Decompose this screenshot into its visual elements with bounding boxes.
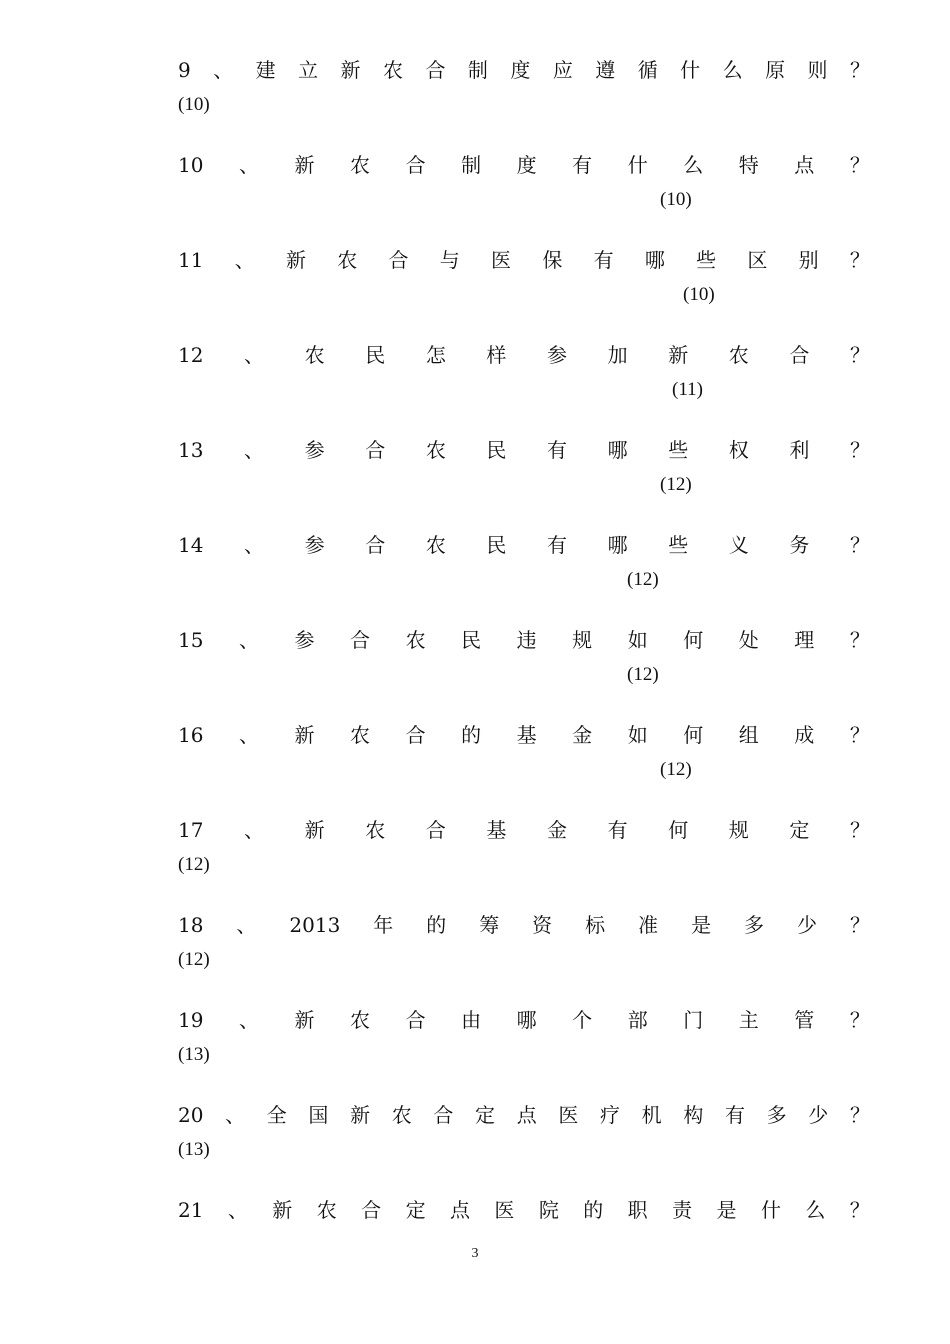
- toc-entry-char: 新: [294, 723, 315, 747]
- toc-entry-char: 农: [316, 1198, 337, 1222]
- toc-entry-char: 、: [234, 248, 255, 272]
- toc-entry-char: 新: [340, 58, 361, 82]
- toc-entry-number: 20: [178, 1103, 204, 1127]
- toc-entry-char: 农: [391, 1103, 412, 1127]
- toc-entry-char: 、: [238, 153, 259, 177]
- toc-entry-char: 、: [238, 1008, 259, 1032]
- toc-entry-title: [178, 340, 870, 370]
- toc-entry-char: 循: [637, 58, 658, 82]
- toc-entry-char: 年: [373, 913, 394, 937]
- toc-entry-char: ？: [849, 58, 870, 82]
- toc-entry-char: 点: [794, 153, 815, 177]
- toc-entry-char: 什: [760, 1198, 781, 1222]
- toc-entry-char: 有: [593, 248, 614, 272]
- toc-entry: [178, 625, 870, 685]
- toc-entry-char: ？: [849, 1103, 870, 1127]
- toc-entry-char: 基: [486, 818, 507, 842]
- toc-entry-char: 度: [516, 153, 537, 177]
- toc-entry-char: 责: [672, 1198, 693, 1222]
- toc-entry-char: 参: [547, 343, 568, 367]
- toc-entry-char: 违: [516, 628, 537, 652]
- toc-entry-char: 哪: [607, 438, 628, 462]
- toc-entry-char: 何: [683, 628, 704, 652]
- toc-entry-char: 民: [365, 343, 386, 367]
- toc-entry-char: 加: [607, 343, 628, 367]
- toc-entry-char: 合: [425, 818, 446, 842]
- toc-entry-char: 疗: [600, 1103, 621, 1127]
- toc-entry-char: ？: [849, 913, 870, 937]
- toc-entry-char: 应: [552, 58, 573, 82]
- toc-entry-title: [178, 530, 870, 560]
- toc-entry-char: 什: [627, 153, 648, 177]
- toc-entry-char: 点: [449, 1198, 470, 1222]
- toc-entry-char: 定: [789, 818, 810, 842]
- toc-entry-char: 什: [680, 58, 701, 82]
- toc-entry-char: 农: [350, 723, 371, 747]
- toc-entry-number: 12: [178, 343, 204, 367]
- toc-entry-page: (13): [178, 1044, 210, 1065]
- toc-entry: [178, 435, 870, 495]
- toc-entry-char: 院: [538, 1198, 559, 1222]
- toc-entry-char: 合: [388, 248, 409, 272]
- toc-entry-char: 、: [227, 1198, 248, 1222]
- toc-entry-char: 建: [255, 58, 276, 82]
- toc-entry-char: 权: [728, 438, 749, 462]
- toc-entry-char: 有: [607, 818, 628, 842]
- toc-entry-title: [178, 55, 870, 85]
- toc-entry-char: 定: [475, 1103, 496, 1127]
- toc-entry-page: (10): [660, 189, 692, 210]
- toc-entry-char: 特: [738, 153, 759, 177]
- toc-entry-char: 2013: [289, 913, 341, 937]
- toc-entry: [178, 55, 870, 115]
- toc-entry-char: 医: [558, 1103, 579, 1127]
- toc-entry-char: 农: [383, 58, 403, 82]
- toc-entry: [178, 1195, 870, 1225]
- toc-entry-char: 合: [425, 58, 446, 82]
- toc-entry-char: 、: [213, 58, 234, 82]
- toc-entry-char: ？: [849, 533, 870, 557]
- toc-entry-char: 么: [722, 58, 743, 82]
- toc-entry-number: 9: [178, 58, 191, 82]
- toc-entry-char: 医: [494, 1198, 515, 1222]
- toc-entry-char: 哪: [607, 533, 628, 557]
- toc-entry-char: 则: [807, 58, 828, 82]
- toc-entry-char: 参: [294, 628, 315, 652]
- toc-entry-char: 有: [547, 533, 568, 557]
- toc-entry-char: 、: [244, 438, 265, 462]
- toc-entry-page: (13): [178, 1139, 210, 1160]
- toc-entry-char: 农: [425, 438, 446, 462]
- toc-entry-char: 有: [547, 438, 568, 462]
- toc-entry-title: [178, 910, 870, 940]
- toc-entry-char: 门: [683, 1008, 704, 1032]
- toc-entry-title: [178, 150, 870, 180]
- toc-entry-char: 个: [572, 1008, 593, 1032]
- toc-entry-char: 合: [365, 533, 386, 557]
- toc-entry-char: 部: [627, 1008, 648, 1032]
- toc-entry-number: 11: [178, 248, 204, 272]
- toc-entry-char: 、: [238, 628, 259, 652]
- toc-entry-char: 么: [805, 1198, 826, 1222]
- toc-entry: [178, 1005, 870, 1065]
- toc-entry-char: 合: [405, 153, 426, 177]
- toc-entry-char: ？: [849, 628, 870, 652]
- toc-entry: [178, 720, 870, 780]
- toc-entry: [178, 1100, 870, 1160]
- toc-entry-char: 民: [461, 628, 482, 652]
- toc-entry-char: 制: [467, 58, 488, 82]
- toc-entry-char: ？: [849, 818, 870, 842]
- toc-entry-char: ？: [849, 1198, 870, 1222]
- toc-entry-char: 准: [638, 913, 659, 937]
- toc-entry-number: 14: [178, 533, 204, 557]
- toc-entry-char: 遵: [595, 58, 616, 82]
- toc-entry-char: 标: [585, 913, 606, 937]
- toc-entry-char: 构: [683, 1103, 704, 1127]
- toc-entry-char: 、: [244, 818, 265, 842]
- toc-entry-char: 资: [532, 913, 553, 937]
- toc-entry-char: 全: [266, 1103, 287, 1127]
- toc-entry-char: 区: [747, 248, 768, 272]
- toc-entry-title: [178, 720, 870, 750]
- toc-entry-page: (10): [178, 94, 210, 115]
- toc-entry-char: 是: [716, 1198, 737, 1222]
- toc-entry-char: 合: [789, 343, 810, 367]
- toc-entry-char: 合: [361, 1198, 382, 1222]
- toc-entry: [178, 340, 870, 400]
- toc-entry-number: 15: [178, 628, 204, 652]
- toc-entry-char: 些: [668, 438, 689, 462]
- toc-entry-char: 别: [798, 248, 819, 272]
- toc-entry-number: 18: [178, 913, 204, 937]
- toc-entry-title: [178, 625, 870, 655]
- toc-entry-char: 农: [350, 1008, 371, 1032]
- toc-entry-char: 、: [244, 343, 265, 367]
- toc-entry-title: [178, 245, 870, 275]
- toc-entry-page: (12): [660, 759, 692, 780]
- toc-entry-char: 义: [728, 533, 749, 557]
- toc-entry-char: 农: [304, 343, 325, 367]
- toc-entry-char: 、: [238, 723, 259, 747]
- toc-entry-char: 度: [510, 58, 531, 82]
- toc-entry-page: (12): [627, 664, 659, 685]
- toc-entry-page: (12): [178, 949, 210, 970]
- toc-entry: [178, 910, 870, 970]
- toc-entry-title: [178, 815, 870, 845]
- toc-entry: [178, 150, 870, 210]
- toc-entry-char: 少: [808, 1103, 829, 1127]
- toc-entry-char: ？: [849, 438, 870, 462]
- toc-entry-char: 规: [728, 818, 749, 842]
- toc-entry-char: 制: [461, 153, 482, 177]
- toc-entry-char: 组: [738, 723, 759, 747]
- toc-entry-char: 的: [583, 1198, 604, 1222]
- toc-entry-char: 机: [641, 1103, 662, 1127]
- toc-entry-char: ？: [849, 248, 870, 272]
- toc-entry-char: ？: [849, 343, 870, 367]
- toc-entry-char: 有: [572, 153, 593, 177]
- toc-entry-page: (12): [660, 474, 692, 495]
- toc-entry-title: [178, 1195, 870, 1225]
- toc-entry-char: 多: [766, 1103, 787, 1127]
- toc-entry-char: 新: [304, 818, 325, 842]
- toc-entry-char: 新: [285, 248, 306, 272]
- toc-entry-title: [178, 1005, 870, 1035]
- toc-entry-char: 合: [433, 1103, 454, 1127]
- toc-entry-page: (12): [178, 854, 210, 875]
- toc-entry-char: 如: [627, 723, 648, 747]
- toc-entry-char: 管: [794, 1008, 815, 1032]
- toc-entry-char: 何: [683, 723, 704, 747]
- toc-entry-char: 有: [724, 1103, 745, 1127]
- toc-entry: [178, 815, 870, 875]
- toc-entry-char: 定: [405, 1198, 426, 1222]
- toc-entry-char: 筹: [479, 913, 500, 937]
- toc-entry-char: 国: [308, 1103, 329, 1127]
- toc-entry-char: 与: [439, 248, 460, 272]
- toc-entry-char: 基: [516, 723, 537, 747]
- toc-entry-char: 些: [668, 533, 689, 557]
- toc-entry-char: 新: [294, 153, 315, 177]
- toc-entry-char: 金: [572, 723, 593, 747]
- toc-entry-char: ？: [849, 153, 870, 177]
- toc-entry-char: 新: [272, 1198, 293, 1222]
- toc-entry-char: 的: [426, 913, 447, 937]
- toc-entry-char: 样: [486, 343, 507, 367]
- toc-entry-number: 16: [178, 723, 204, 747]
- toc-entry-title: [178, 435, 870, 465]
- toc-entry-char: 合: [405, 1008, 426, 1032]
- toc-entry-number: 17: [178, 818, 204, 842]
- toc-entry-char: 职: [627, 1198, 648, 1222]
- toc-entry-char: ？: [849, 723, 870, 747]
- toc-entry-char: 参: [304, 438, 325, 462]
- toc-entry-char: 少: [797, 913, 818, 937]
- toc-entry-char: 如: [627, 628, 648, 652]
- toc-entry-char: 规: [572, 628, 593, 652]
- toc-entry-page: (12): [627, 569, 659, 590]
- toc-entry-char: 的: [461, 723, 482, 747]
- toc-entry-char: 原: [765, 58, 786, 82]
- toc-entry-char: 参: [304, 533, 325, 557]
- toc-entry-char: 些: [696, 248, 717, 272]
- toc-entry-char: 农: [337, 248, 358, 272]
- toc-entry-char: 哪: [516, 1008, 537, 1032]
- toc-entry-char: ？: [849, 1008, 870, 1032]
- toc-entry-char: 主: [738, 1008, 759, 1032]
- toc-entry-page: (11): [672, 379, 703, 400]
- toc-entry-char: 由: [461, 1008, 482, 1032]
- toc-entry-char: 医: [491, 248, 512, 272]
- toc-entry-char: 务: [789, 533, 810, 557]
- toc-entry-char: 多: [744, 913, 765, 937]
- toc-entry-char: 金: [547, 818, 568, 842]
- toc-entry-char: 是: [691, 913, 712, 937]
- toc-entry-number: 10: [178, 153, 204, 177]
- toc-entry-title: [178, 1100, 870, 1130]
- toc-entry-char: 理: [794, 628, 815, 652]
- toc-entry-char: 农: [425, 533, 446, 557]
- toc-entry-char: 么: [683, 153, 704, 177]
- toc-entry-char: 利: [789, 438, 810, 462]
- toc-entry-char: 新: [668, 343, 689, 367]
- toc-entry-char: 民: [486, 438, 507, 462]
- toc-entry-char: 农: [365, 818, 386, 842]
- toc-entry-char: 何: [668, 818, 689, 842]
- toc-entry-char: 农: [405, 628, 426, 652]
- toc-entry-char: 新: [350, 1103, 371, 1127]
- toc-entry-number: 19: [178, 1008, 204, 1032]
- toc-entry-char: 保: [542, 248, 563, 272]
- toc-entry-char: 哪: [644, 248, 665, 272]
- toc-entry-char: 农: [350, 153, 371, 177]
- toc-entry-char: 新: [294, 1008, 315, 1032]
- page-number: 3: [471, 1246, 479, 1261]
- toc-entry-number: 13: [178, 438, 204, 462]
- toc-entry-char: 合: [365, 438, 386, 462]
- toc-entry-char: 成: [794, 723, 815, 747]
- toc-entry-char: 点: [516, 1103, 537, 1127]
- toc-entry-char: 怎: [425, 343, 446, 367]
- toc-entry-char: 民: [486, 533, 507, 557]
- toc-entry-char: 合: [405, 723, 426, 747]
- toc-entry-char: 合: [350, 628, 371, 652]
- toc-entry: [178, 245, 870, 305]
- toc-entry-char: 农: [728, 343, 749, 367]
- toc-entry: [178, 530, 870, 590]
- toc-entry-char: 、: [236, 913, 257, 937]
- toc-entry-char: 立: [298, 58, 319, 82]
- toc-entry-char: 、: [225, 1103, 246, 1127]
- toc-entry-number: 21: [178, 1198, 204, 1222]
- toc-entry-char: 、: [244, 533, 265, 557]
- toc-entry-page: (10): [683, 284, 715, 305]
- toc-entry-char: 处: [738, 628, 759, 652]
